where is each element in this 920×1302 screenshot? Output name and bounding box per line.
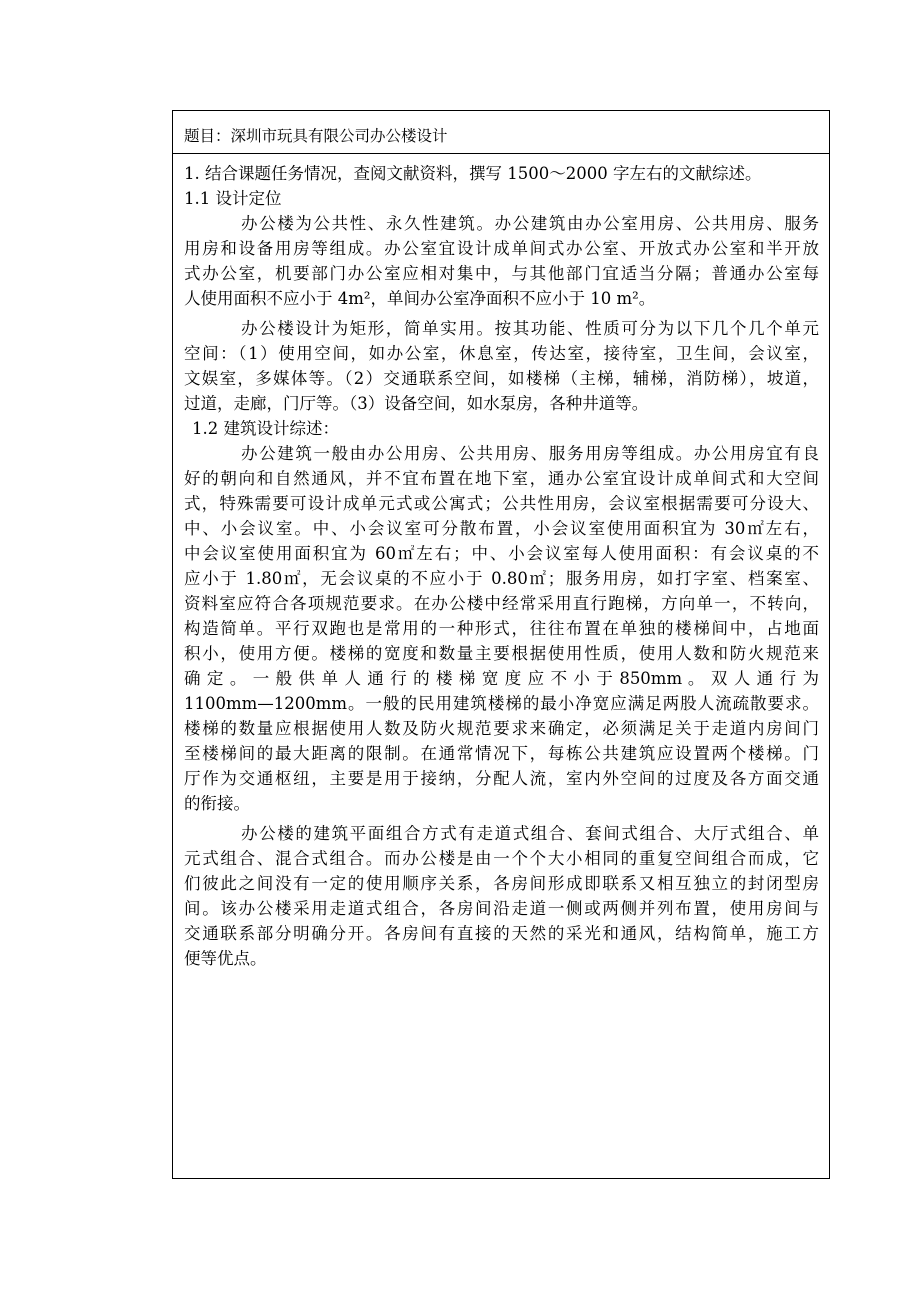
paragraph-line: 积小，使用方便。楼梯的宽度和数量主要根据使用性质，使用人数和防火规范来	[184, 644, 819, 663]
paragraph-line: 式办公室，机要部门办公室应相对集中，与其他部门宜适当分隔；普通办公室每	[184, 264, 819, 283]
paragraph-line: 过道，走廊，门厅等。（3）设备空间，如水泵房，各种井道等。	[184, 394, 649, 413]
paragraph-line: 人使用面积不应小于 4m²，单间办公室净面积不应小于 10 m²。	[184, 289, 656, 308]
paragraph-line: 确 定 。 一 般 供 单 人 通 行 的 楼 梯 宽 度 应 不 小 于 850mm 。 双 人 通 行 为	[184, 669, 819, 688]
task-item-1: 1. 结合课题任务情况，查阅文献资料，撰写 1500～2000 字左右的文献综述。	[184, 164, 762, 183]
paragraph-line: 元式组合、混合式组合。而办公楼是由一个个大小相同的重复空间组合而成，它	[184, 849, 819, 868]
title-row	[173, 111, 829, 154]
paragraph-line: 至楼梯间的最大距离的限制。在通常情况下，每栋公共建筑应设置两个楼梯。门	[184, 744, 819, 763]
paragraph-line: 们彼此之间没有一定的使用顺序关系，各房间形成即联系又相互独立的封闭型房	[184, 874, 819, 893]
document-title: 题目：深圳市玩具有限公司办公楼设计	[184, 127, 448, 145]
paragraph-line: 间。该办公楼采用走道式组合，各房间沿走道一侧或两侧并列布置，使用房间与	[184, 899, 819, 918]
paragraph-line: 资料室应符合各项规范要求。在办公楼中经常采用直行跑梯，方向单一，不转向，	[184, 594, 819, 613]
content-cell	[173, 154, 829, 971]
paragraph-line: 中、小会议室。中、小会议室可分散布置，小会议室使用面积宜为 30㎡左右，	[184, 519, 819, 538]
paragraph-line: 办公楼的建筑平面组合方式有走道式组合、套间式组合、大厅式组合、单	[241, 824, 819, 843]
paragraph-line: 办公楼设计为矩形，简单实用。按其功能、性质可分为以下几个几个单元	[241, 319, 819, 338]
paragraph-line: 楼梯的数量应根据使用人数及防火规范要求来确定，必须满足关于走道内房间门	[184, 719, 819, 738]
section-heading-1-1: 1.1 设计定位	[184, 189, 282, 208]
paragraph-line: 便等优点。	[184, 949, 267, 968]
paragraph-line: 构造简单。平行双跑也是常用的一种形式，往往布置在单独的楼梯间中，占地面	[184, 619, 819, 638]
paragraph-line: 交通联系部分明确分开。各房间有直接的天然的采光和通风，结构简单，施工方	[184, 924, 819, 943]
paragraph-line: 式，特殊需要可设计成单元式或公寓式；公共性用房，会议室根据需要可分设大、	[184, 494, 819, 513]
paragraph-line: 厅作为交通枢纽，主要是用于接纳，分配人流，室内外空间的过度及各方面交通	[184, 769, 819, 788]
paragraph-line: 中会议室使用面积宜为 60㎡左右；中、小会议室每人使用面积：有会议桌的不	[184, 544, 819, 563]
paragraph-line: 办公建筑一般由办公用房、公共用房、服务用房等组成。办公用房宜有良	[241, 444, 819, 463]
paragraph-line: 空间：（1）使用空间，如办公室，休息室，传达室，接待室，卫生间，会议室，	[184, 344, 819, 363]
paragraph-line: 的衔接。	[184, 794, 250, 813]
paragraph-line: 办公楼为公共性、永久性建筑。办公建筑由办公室用房、公共用房、服务	[241, 214, 819, 233]
paragraph-line: 1100mm—1200mm。一般的民用建筑楼梯的最小净宽应满足两股人流疏散要求。	[184, 694, 819, 713]
paragraph-line: 应小于 1.80㎡，无会议桌的不应小于 0.80㎡；服务用房，如打字室、档案室、	[184, 569, 819, 588]
paragraph-line: 文娱室，多媒体等。（2）交通联系空间，如楼梯（主梯，辅梯，消防梯），坡道，	[184, 369, 819, 388]
paragraph-line: 好的朝向和自然通风，并不宜布置在地下室，通办公室宜设计成单间式和大空间	[184, 469, 819, 488]
paragraph-line: 用房和设备用房等组成。办公室宜设计成单间式办公室、开放式办公室和半开放	[184, 239, 819, 258]
section-heading-1-2: 1.2 建筑设计综述：	[192, 419, 339, 438]
form-table	[172, 110, 830, 1179]
